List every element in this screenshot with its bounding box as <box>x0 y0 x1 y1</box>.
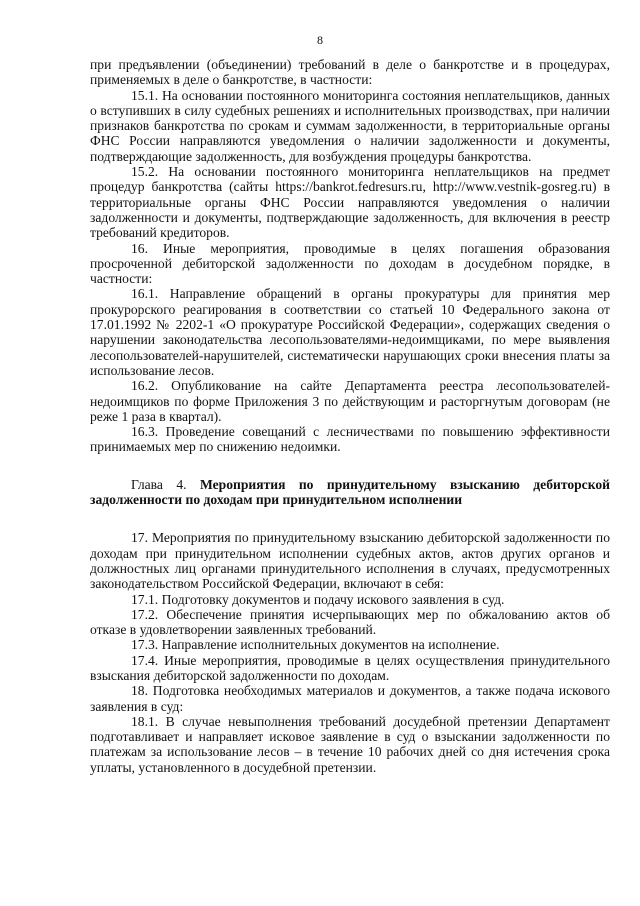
chapter-number: Глава 4. <box>131 476 200 492</box>
paragraph-16: 16. Иные мероприятия, проводимые в целях погашения образования просроченной дебиторской задолженности по доходам в досудебном порядке, в частности: <box>90 240 610 287</box>
paragraph-17-1: 17.1. Подготовку документов и подачу искового заявления в суд. <box>131 591 505 607</box>
paragraph-17-3: 17.3. Направление исполнительных документов на исполнение. <box>131 637 500 653</box>
paragraph-17-4: 17.4. Иные мероприятия, проводимые в целях осуществления принудительного взыскания дебиторской задолженности по доходам. <box>90 652 610 683</box>
chapter-heading <box>90 477 610 508</box>
paragraph-continuation: при предъявлении (объединении) требований в деле о банкротстве и в процедурах, применяемых в деле о банкротстве, в частности: <box>90 57 610 88</box>
paragraph-16-3: 16.3. Проведение совещаний с лесничествами по повышению эффективности принимаемых мер по снижению недоимки. <box>90 424 610 455</box>
paragraph-15-1: 15.1. На основании постоянного мониторинга состояния неплательщиков, данных о вступивших в силу судебных решениях и исполнительных производствах, при наличии признаков банкротства по срокам и суммам задолженности, в территориальные органы ФНС России направляются уведомления о наличии задолженности и документы, подтверждающие задолженность, для возбуждения процедуры банкротства. <box>90 87 610 164</box>
document-body <box>90 57 610 775</box>
paragraph-17-2: 17.2. Обеспечение принятия исчерпывающих мер по обжалованию актов об отказе в удовлетворении заявленных требований. <box>90 606 610 638</box>
page-number: 8 <box>317 33 323 47</box>
paragraph-15-2: 15.2. На основании постоянного мониторинга неплательщиков на предмет процедур банкротства (сайты https://bankrot.fedresurs.ru, http://www.vestnik-gosreg.ru) в территориальные органы ФНС России направляются уведомления о наличии задолженности и документы, подтверждающие задолженность, для включения в реестр требований кредиторов. <box>90 164 610 241</box>
paragraph-16-1: 16.1. Направление обращений в органы прокуратуры для принятия мер прокурорского реагирования в соответствии со статьей 10 Федерального закона от 17.01.1992 № 2202-1 «О прокуратуре Российской Федерации», содержащих сведения о нарушении законодательства лесопользователями-недоимщиками, по мере выявления лесопользователей-нарушителей, систематически нарушающих сроки внесения платы за использование лесов. <box>90 286 610 378</box>
paragraph-18: 18. Подготовка необходимых материалов и документов, а также подача искового заявления в суд: <box>90 683 610 714</box>
paragraph-16-2: 16.2. Опубликование на сайте Департамента реестра лесопользователей-недоимщиков по форме Приложения 3 по действующим и расторгнутым договорам (не реже 1 раза в квартал). <box>90 378 610 424</box>
paragraph-17: 17. Мероприятия по принудительному взысканию дебиторской задолженности по доходам при принудительном исполнении судебных актов, актов других органов и должностных лиц органами принудительного исполнения в случаях, предусмотренных законодательством Российской Федерации, включают в себя: <box>90 530 610 592</box>
chapter-title: Мероприятия по принудительному взысканию дебиторской задолженности по доходам при принудительном исполнении <box>90 476 610 508</box>
paragraph-18-1: 18.1. В случае невыполнения требований досудебной претензии Департамент подготавливает и направляет исковое заявление в суд о взыскании задолженности по платежам за использование лесов – в течение 10 рабочих дней со дня истечения срока уплаты, установленного в досудебной претензии. <box>90 713 610 775</box>
